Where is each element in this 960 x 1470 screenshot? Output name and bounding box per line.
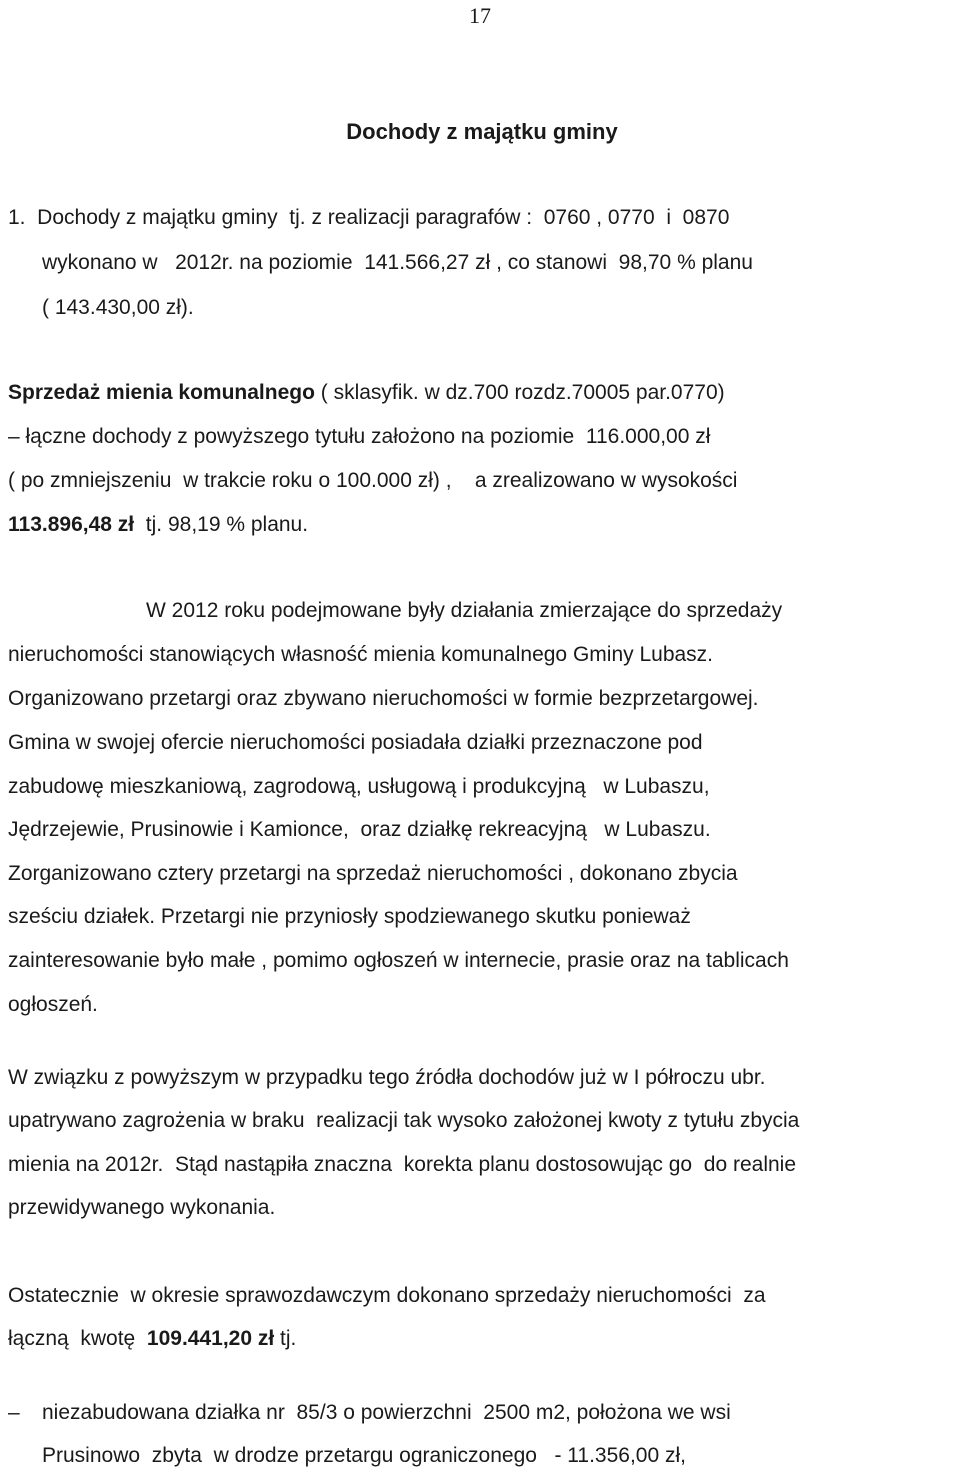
bullet-line2: Prusinowo zbyta w drodze przetargu ograniczonego - 11.356,00 zł, xyxy=(42,1444,686,1467)
para1-line: Jędrzejewie, Prusinowie i Kamionce, oraz działkę rekreacyjną w Lubaszu. xyxy=(8,818,711,841)
para1-line: W 2012 roku podejmowane były działania zmierzające do sprzedaży xyxy=(146,599,783,622)
sale-line2: – łączne dochody z powyższego tytułu założono na poziomie 116.000,00 zł xyxy=(8,425,711,448)
item1-line3: ( 143.430,00 zł). xyxy=(42,296,194,319)
para1-line: zainteresowanie było małe , pomimo ogłoszeń w internecie, prasie oraz na tablicach xyxy=(8,949,789,972)
bullet-line1: niezabudowana działka nr 85/3 o powierzchni 2500 m2, położona we wsi xyxy=(42,1401,731,1424)
item1-line2: wykonano w 2012r. na poziomie 141.566,27 zł , co stanowi 98,70 % planu xyxy=(42,251,753,274)
sale-heading-classification: ( sklasyfik. w dz.700 rozdz.70005 par.0770) xyxy=(314,381,725,404)
para1-line: nieruchomości stanowiących własność mienia komunalnego Gminy Lubasz. xyxy=(8,643,714,666)
sale-percent: tj. 98,19 % planu. xyxy=(134,513,309,536)
final-line2-prefix: łączną kwotę xyxy=(8,1327,147,1350)
para2-line: upatrywano zagrożenia w braku realizacji tak wysoko założonej kwoty z tytułu zbycia xyxy=(8,1109,800,1132)
sale-heading-line xyxy=(8,380,725,406)
sale-line3: ( po zmniejszeniu w trakcie roku o 100.000 zł) , a zrealizowano w wysokości xyxy=(8,469,738,492)
sale-amount: 113.896,48 zł xyxy=(8,513,135,536)
para2-line: W związku z powyższym w przypadku tego źródła dochodów już w I półroczu ubr. xyxy=(8,1066,766,1089)
page-number: 17 xyxy=(469,3,491,28)
final-line2-suffix: tj. xyxy=(274,1327,297,1350)
final-line2 xyxy=(8,1326,296,1352)
para1-line: zabudowę mieszkaniową, zagrodową, usługową i produkcyjną w Lubaszu, xyxy=(8,775,710,798)
para2-line: przewidywanego wykonania. xyxy=(8,1196,276,1219)
para2-line: mienia na 2012r. Stąd nastąpiła znaczna korekta planu dostosowując go do realnie xyxy=(8,1153,797,1176)
sale-line4 xyxy=(8,512,308,538)
para1-line: Gmina w swojej ofercie nieruchomości posiadała działki przeznaczone pod xyxy=(8,731,703,754)
para1-line: sześciu działek. Przetargi nie przyniosły spodziewanego skutku ponieważ xyxy=(8,905,691,928)
page-title: Dochody z majątku gminy xyxy=(346,119,618,144)
final-line1: Ostatecznie w okresie sprawozdawczym dokonano sprzedaży nieruchomości za xyxy=(8,1284,766,1307)
para1-line: Organizowano przetargi oraz zbywano nieruchomości w formie bezprzetargowej. xyxy=(8,687,759,710)
para1-line: ogłoszeń. xyxy=(8,993,98,1016)
para1-line: Zorganizowano cztery przetargi na sprzedaż nieruchomości , dokonano zbycia xyxy=(8,862,738,885)
final-amount: 109.441,20 zł xyxy=(146,1327,275,1350)
bullet-marker: – xyxy=(8,1401,20,1424)
sale-heading: Sprzedaż mienia komunalnego xyxy=(8,381,315,404)
item1-line1: 1. Dochody z majątku gminy tj. z realizacji paragrafów : 0760 , 0770 i 0870 xyxy=(8,206,730,229)
